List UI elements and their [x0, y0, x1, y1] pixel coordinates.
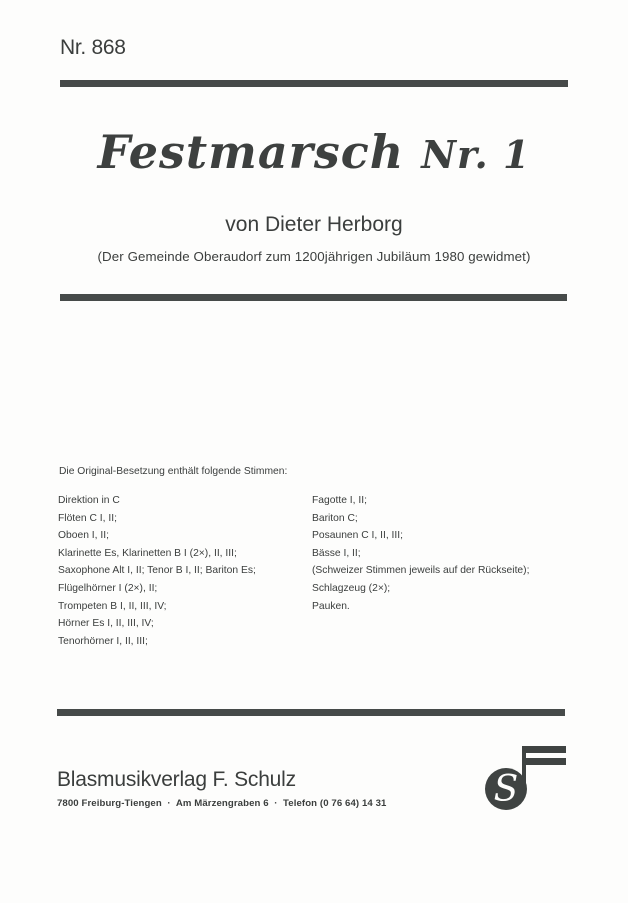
dedication: (Der Gemeinde Oberaudorf zum 1200jährigen Jubiläum 1980 gewidmet) — [97, 249, 531, 264]
instrument-item: Flügelhörner I (2×), II; — [58, 582, 158, 594]
title-number: Nr. 1 — [421, 132, 531, 177]
composer: von Dieter Herborg — [225, 213, 403, 236]
instrumentation-heading: Die Original-Besetzung enthält folgende Stimmen: — [59, 466, 288, 477]
instrument-item: Schlagzeug (2×); — [312, 582, 391, 594]
instrument-item: Direktion in C — [58, 495, 120, 506]
instrument-item: Hörner Es I, II, III, IV; — [58, 618, 154, 630]
instrument-item: Oboen I, II; — [58, 530, 109, 542]
instrument-item: Bariton C; — [312, 512, 358, 524]
instrument-item: Pauken. — [312, 600, 350, 612]
instrumentation-left-column — [58, 492, 256, 650]
logo-letter: S — [493, 769, 519, 810]
instrument-item: (Schweizer Stimmen jeweils auf der Rückseite); — [312, 565, 530, 577]
publisher-name: Blasmusikverlag F. Schulz — [57, 768, 296, 791]
instrument-item: Tenorhörner I, II, III; — [58, 635, 148, 647]
instrument-item: Fagotte I, II; — [312, 495, 367, 506]
instrument-item: Klarinette Es, Klarinetten B I (2×), II, III; — [58, 547, 237, 559]
catalog-number: Nr. 868 — [60, 36, 126, 59]
title-main: Festmarsch — [97, 125, 405, 179]
instrument-item: Bässe I, II; — [312, 547, 361, 559]
title-rule — [60, 294, 567, 301]
music-note-s-logo-icon — [484, 744, 568, 814]
instrumentation-right-column — [312, 492, 529, 615]
top-rule — [60, 80, 568, 87]
instrument-item: Flöten C I, II; — [58, 512, 117, 524]
publisher-address: 7800 Freiburg-Tiengen · Am Märzengraben 6 · Telefon (0 76 64) 14 31 — [57, 798, 387, 809]
instrument-item: Posaunen C I, II, III; — [312, 530, 404, 542]
page-title — [0, 124, 628, 183]
instrument-item: Saxophone Alt I, II; Tenor B I, II; Bariton Es; — [58, 565, 256, 577]
bottom-rule — [57, 709, 565, 716]
instrument-item: Trompeten B I, II, III, IV; — [58, 600, 167, 612]
